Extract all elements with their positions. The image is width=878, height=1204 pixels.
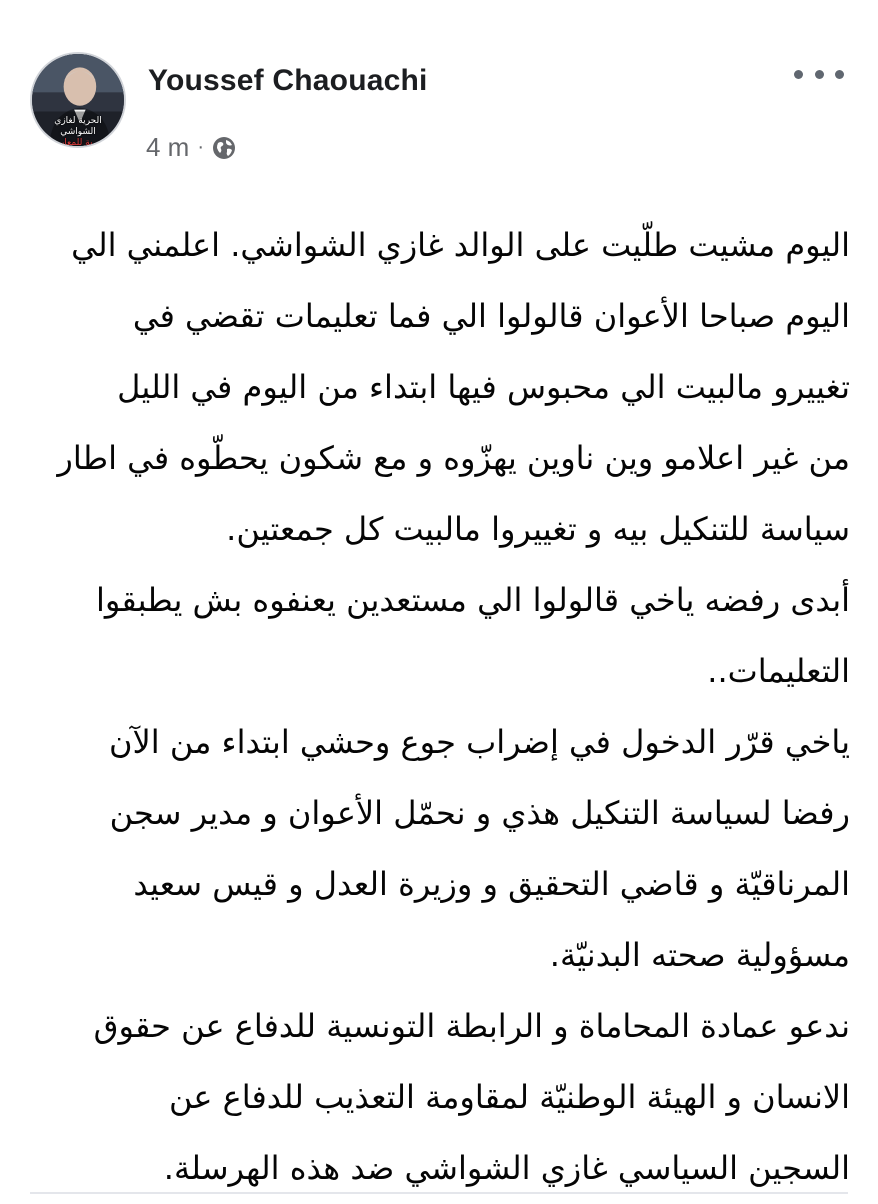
post-body-line: أبدى رفضه ياخي قالولوا الي مستعدين يعنفوه بش يطبقوا xyxy=(95,581,850,619)
post-body-line: ندعو عمادة المحاماة و الرابطة التونسية للدفاع عن حقوق xyxy=(93,1007,850,1045)
post-body-line: ياخي قرّر الدخول في إضراب جوع وحشي ابتداء من الآن xyxy=(109,723,850,761)
post-body-line: تغييرو مالبيت الي محبوس فيها ابتداء من اليوم في الليل xyxy=(117,368,850,406)
more-dot xyxy=(815,70,824,79)
post-body-line: السجين السياسي غازي الشواشي ضد هذه الهرسلة. xyxy=(163,1149,850,1187)
more-dot xyxy=(835,70,844,79)
divider xyxy=(30,1192,848,1194)
post-body-line: سياسة للتنكيل بيه و تغييروا مالبيت كل جمعتين. xyxy=(226,510,850,548)
post-body-line: اليوم مشيت طلّيت على الوالد غازي الشواشي. اعلمني الي xyxy=(71,226,850,264)
more-dot xyxy=(794,70,803,79)
post-body-line: من غير اعلامو وين ناوين يهزّوه و مع شكون يحطّوه في اطار xyxy=(57,439,850,477)
post-body-line: رفضا لسياسة التنكيل هذي و نحمّل الأعوان و مدير سجن xyxy=(109,794,850,832)
more-options-icon[interactable] xyxy=(794,64,844,84)
post-body-line: الانسان و الهيئة الوطنيّة لمقاومة التعذيب للدفاع عن xyxy=(169,1078,850,1116)
post-meta xyxy=(146,132,236,163)
post-header xyxy=(30,48,850,178)
avatar-caption-line1: الحرية لغازي الشواشي xyxy=(54,116,102,137)
post-body xyxy=(36,210,850,1204)
author-name[interactable]: Youssef Chaouachi xyxy=(148,64,428,97)
post-body-line: مسؤولية صحته البدنيّة. xyxy=(549,936,850,974)
post-body-line: التعليمات.. xyxy=(707,652,850,690)
meta-separator: · xyxy=(197,136,205,158)
post-body-line: المرناقيّة و قاضي التحقيق و وزيرة العدل و قيس سعيد xyxy=(133,865,850,903)
avatar-caption xyxy=(40,116,116,148)
avatar[interactable] xyxy=(30,52,126,148)
post-timestamp[interactable]: 4 m xyxy=(146,132,190,162)
post-body-line: اليوم صباحا الأعوان قالولوا الي فما تعليمات تقضي في xyxy=(132,297,850,335)
avatar-caption-line2: الحرية للمعارضة xyxy=(47,138,109,148)
globe-icon[interactable] xyxy=(212,136,236,160)
